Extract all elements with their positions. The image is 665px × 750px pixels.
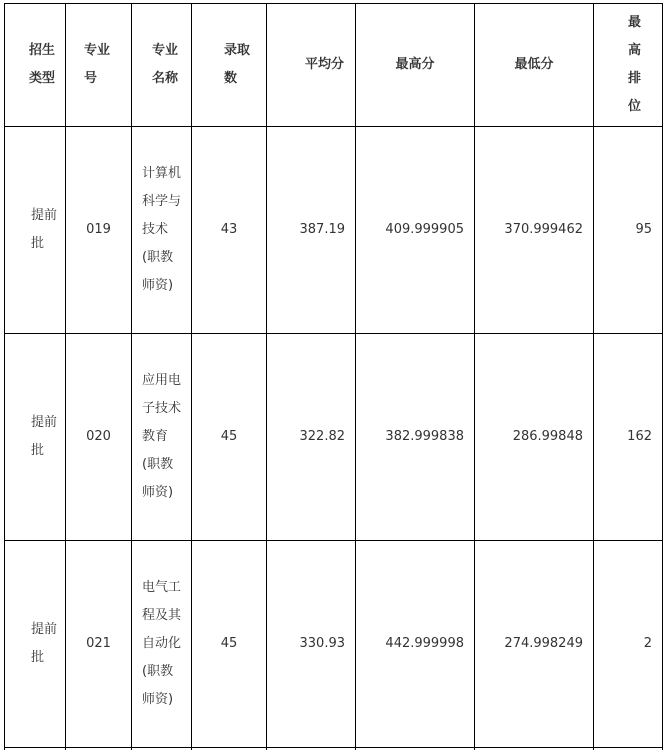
cell-type: 提前批 [5,127,66,334]
header-cell-min: 最低分 [475,4,594,127]
cell-count: 43 [192,127,267,334]
cell-min: 286.99848 [475,334,594,541]
cell-type: 提前批 [5,541,66,748]
cell-max: 442.999998 [356,541,475,748]
header-row [5,4,663,127]
header-cell-name: 专业名称 [132,4,192,127]
cell-avg: 322.82 [267,334,356,541]
cell-max: 409.999905 [356,127,475,334]
cell-rank: 95 [594,127,663,334]
table-row [5,541,663,748]
cell-code: 021 [66,541,132,748]
header-cell-type: 招生类型 [5,4,66,127]
header-cell-code: 专业号 [66,4,132,127]
table-row [5,127,663,334]
cell-avg: 387.19 [267,127,356,334]
header-cell-avg: 平均分 [267,4,356,127]
cell-count: 45 [192,541,267,748]
header-cell-count: 录取数 [192,4,267,127]
cell-max: 382.999838 [356,334,475,541]
cell-type: 提前批 [5,334,66,541]
header-cell-rank: 最高排位 [594,4,663,127]
cell-min: 274.998249 [475,541,594,748]
table-row [5,334,663,541]
cell-name: 应用电子技术教育(职教师资) [132,334,192,541]
cell-min: 370.999462 [475,127,594,334]
cell-name: 电气工程及其自动化(职教师资) [132,541,192,748]
cell-rank: 162 [594,334,663,541]
cell-rank: 2 [594,541,663,748]
cell-code: 019 [66,127,132,334]
cell-code: 020 [66,334,132,541]
cell-name: 计算机科学与技术(职教师资) [132,127,192,334]
header-cell-max: 最高分 [356,4,475,127]
cell-count: 45 [192,334,267,541]
cell-avg: 330.93 [267,541,356,748]
admission-score-table [4,3,663,750]
